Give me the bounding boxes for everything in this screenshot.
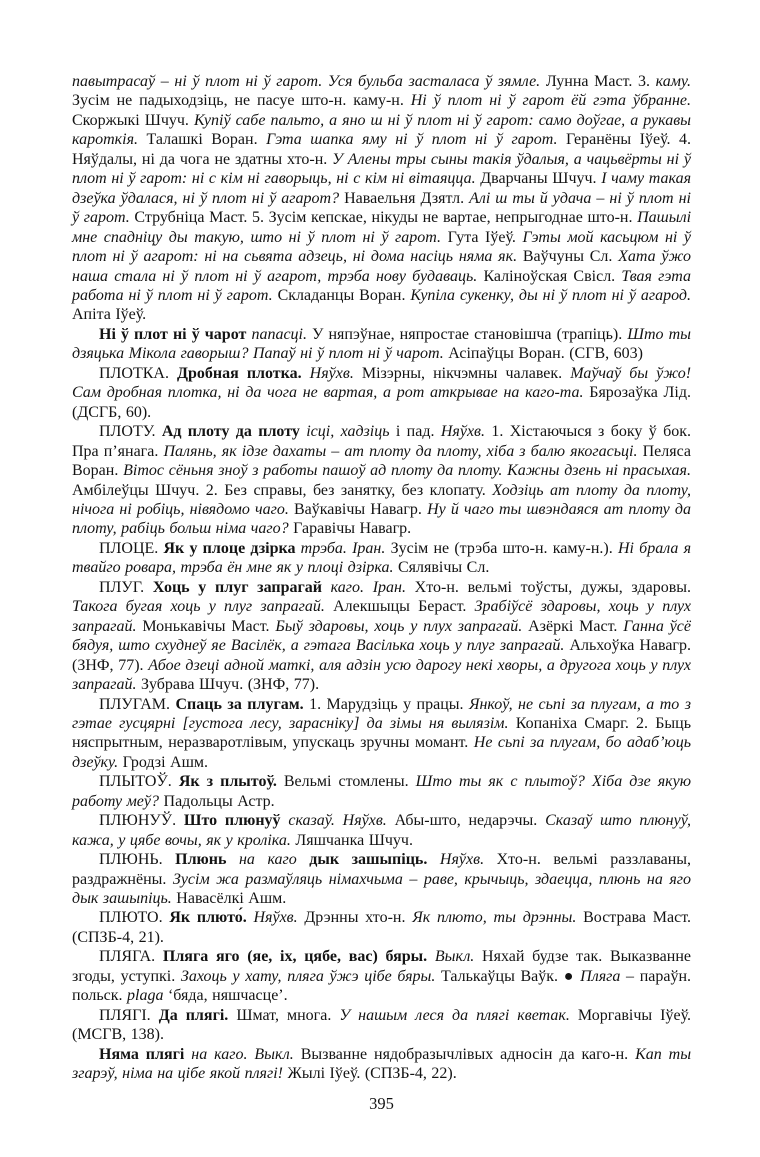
- text-segment: ПЛЮНУЎ.: [99, 812, 184, 830]
- text-segment: Струбніца Маст. 5. Зусім кепскае, нікуды не вартае, непрыгоднае што-н.: [134, 209, 638, 227]
- text-segment: Бярозаўка Лід. (ДСГБ, 60).: [72, 384, 691, 421]
- text-segment: Падольцы Астр.: [163, 792, 275, 810]
- text-segment: каго. Іран.: [330, 578, 415, 596]
- text-segment: У няпэўнае, няпростае становішча (трапіць).: [312, 325, 628, 343]
- dictionary-entry-paragraph: [72, 1006, 691, 1045]
- dictionary-entry-paragraph: [72, 325, 691, 364]
- text-segment: Як з плытоў.: [178, 773, 284, 791]
- text-segment: Ваўчуны Сл.: [522, 248, 619, 266]
- text-segment: Зубрава Шчуч. (ЗНФ, 77).: [140, 676, 320, 694]
- text-segment: Сялявічы Сл.: [398, 559, 490, 577]
- page-number: 395: [369, 1093, 394, 1113]
- dictionary-entry-paragraph: [72, 947, 691, 1005]
- text-segment: сказаў. Няўхв.: [288, 812, 395, 830]
- text-segment: Да плягі.: [158, 1006, 237, 1024]
- text-segment: Як у плоце дзірка: [163, 539, 301, 557]
- text-segment: ПЛУГАМ.: [99, 695, 176, 713]
- text-segment: ‘бяда, няшчасце’.: [167, 987, 288, 1005]
- dictionary-entry-paragraph: [72, 695, 691, 773]
- text-segment: Гродзі Ашм.: [122, 753, 209, 771]
- text-segment: Каліноўская Свісл.: [483, 267, 622, 285]
- dictionary-entry-paragraph: [72, 422, 691, 539]
- text-segment: Зусім не (трэба што-н. каму-н.).: [390, 539, 618, 557]
- text-segment: Няхай будзе так. Выказванне згоды, уступкі.: [72, 948, 691, 985]
- text-segment: Што плюнуў: [183, 812, 289, 830]
- text-segment: Ходзіць ат плоту да плоту, нічога ні робіць, нівядомо чаго.: [72, 481, 692, 518]
- text-segment: Ні ў плот ні ў чарот: [99, 325, 252, 343]
- text-segment: Быў здаровы, хоць у плух запрагай.: [275, 617, 529, 635]
- text-segment: Дробная плотка.: [177, 364, 310, 382]
- text-segment: – параўн. польск.: [72, 967, 692, 1005]
- text-segment: Няма плягі: [99, 1045, 192, 1063]
- text-segment: Не сьпі за плугам, бо адаб’юць дзеўку.: [72, 734, 691, 771]
- text-segment: Ад плоту да плоту: [161, 423, 307, 441]
- text-segment: Хто-н. вельмі тоўсты, дужы, здаровы.: [414, 578, 692, 596]
- text-segment: Ваўкавічы Навагр.: [293, 500, 428, 518]
- text-segment: Геранёны Іўеў. 4. Няўдалы, ні да чога не здатны хто-н.: [72, 131, 692, 168]
- text-segment: Копаніха Смарг. 2. Быць няспрытным, неразваротлівым, упускаць зручны момант.: [72, 714, 692, 752]
- text-segment: Лунна Маст. 3.: [545, 73, 656, 90]
- dictionary-entry-paragraph: [72, 772, 691, 811]
- text-segment: Наваельня Дзятл.: [344, 189, 470, 207]
- text-segment: У нашым леся да плягі кветак.: [339, 1006, 578, 1024]
- text-segment: ПЛОТУ.: [99, 423, 162, 441]
- text-segment: Вельмі стомлены.: [283, 773, 416, 791]
- text-segment: Алі ш ты й удача – ні ў плот ні ў гарот.: [72, 189, 691, 227]
- text-segment: Твая гэта работа ні ў плот ні ў гарот.: [72, 267, 692, 304]
- text-segment: Вострава Маст. (СПЗБ-4, 21).: [72, 909, 692, 946]
- text-segment: Янкоў, не сьпі за плугам, а то з гэтае гусцярні [густога лесу, зарасніку] да зімы ня вылязім.: [72, 695, 692, 732]
- text-segment: Азёркі Маст.: [528, 617, 624, 635]
- text-segment: Альхоўка Навагр. (ЗНФ, 77).: [72, 637, 691, 674]
- text-segment: трэба. Іран.: [300, 539, 391, 557]
- text-segment: Гэты мой касьцюм ні ў плот ні ў агарот: ні на сьвята адзець, ні дома насіць няма як.: [72, 228, 691, 266]
- text-segment: Вызванне нядобразычлівых адносін да каго-н.: [300, 1045, 636, 1063]
- text-segment: Купіў сабе пальто, а яно ш ні ў плот ні ў гарот: само доўгае, а рукавы кароткія.: [72, 111, 691, 149]
- text-segment: папасці.: [251, 325, 313, 343]
- text-block: [72, 72, 691, 1084]
- text-segment: 1. Хістаючыся з боку ў бок. Пра п’янага.: [72, 423, 692, 460]
- text-segment: Няўхв.: [309, 364, 362, 382]
- text-segment: Купіла сукенку, ды ні ў плот ні ў агарод.: [410, 286, 692, 304]
- text-segment: Хоць у плуг запрагай: [152, 578, 331, 596]
- text-segment: Навасёлкі Ашм.: [176, 890, 287, 908]
- text-segment: 1. Марудзіць у працы.: [309, 695, 469, 713]
- text-segment: Сказаў што плюнуў, кажа, у цябе вочы, як у кроліка.: [72, 812, 692, 849]
- dictionary-entry-paragraph: [72, 72, 691, 325]
- text-segment: Монькавічы Маст.: [142, 617, 276, 635]
- text-segment: plaga: [127, 987, 168, 1005]
- text-segment: Амбілеўцы Шчуч. 2. Без справы, без занятку, без клопату.: [72, 481, 493, 499]
- text-segment: Палянь, як ідзе дахаты – ат плоту да плоту, хіба з балю якогасьці.: [163, 442, 643, 460]
- text-segment: ПЛЮТО.: [99, 909, 170, 927]
- text-segment: Алекшыцы Бераст.: [333, 598, 475, 616]
- text-segment: Талашкі Воран.: [146, 131, 267, 149]
- text-segment: Пляга яго (яе, іх, цябе, вас) бяры.: [162, 948, 435, 966]
- text-segment: Ні ў плот ні ў гарот ёй гэта ўбранне.: [410, 92, 692, 110]
- text-segment: Ганна ўсё бядуя, што схуднеў яе Васілёк, а гэтага Васілька хоць у плуг запрагай.: [72, 617, 691, 655]
- text-segment: ПЛОТКА.: [99, 364, 177, 382]
- text-segment: Моргавічы Іўеў. (МСГВ, 138).: [72, 1006, 691, 1044]
- dictionary-entry-paragraph: [72, 908, 691, 947]
- text-segment: на каго: [238, 851, 310, 869]
- text-segment: на каго. Выкл.: [191, 1045, 301, 1063]
- dictionary-entry-paragraph: [72, 364, 691, 422]
- text-segment: Зусім жа размаўляць німахчыма – раве, крычыць, здаецца, плюнь на яго дык зашыпіць.: [72, 870, 691, 908]
- text-segment: Кап ты згарэў, німа на цібе якой плягі!: [72, 1045, 692, 1083]
- text-segment: павытрасаў – ні ў плот ні ў гарот. Уся бульба засталаса ў зямле.: [72, 73, 546, 90]
- text-segment: ПЛЯГА.: [99, 948, 163, 966]
- text-segment: ПЛЮНЬ.: [99, 851, 176, 869]
- dictionary-entry-paragraph: [72, 850, 691, 908]
- text-segment: Абы-што, недарэчы.: [394, 812, 546, 830]
- text-segment: ПЛЯГІ.: [99, 1006, 159, 1024]
- text-segment: Што ты дзяцька Мікола гаворыш? Папаў ні ў плот ні ў чарот.: [72, 325, 692, 363]
- text-segment: ПЛЫТОЎ.: [99, 773, 179, 791]
- text-segment: каму.: [655, 73, 691, 90]
- text-segment: Няўхв.: [439, 851, 497, 869]
- dictionary-entry-paragraph: [72, 1045, 691, 1084]
- text-segment: Як плюто́.: [169, 909, 254, 927]
- text-segment: Пеляса Воран.: [72, 442, 691, 480]
- text-segment: Зусім не падыходзіць, не пасуе што-н. каму-н.: [72, 92, 411, 110]
- text-segment: Спаць за плугам.: [175, 695, 310, 713]
- text-segment: Дварчаны Шчуч.: [480, 170, 602, 188]
- text-segment: Захоць у хату, пляга ўжэ цібе бяры.: [180, 967, 442, 985]
- text-segment: Няўхв.: [440, 423, 492, 441]
- text-segment: Апіта Іўеў.: [72, 306, 147, 324]
- text-segment: Маўчаў бы ўжо! Сам дробная плотка, ні да чога не вартая, а рот аткрывае на каго-та.: [72, 364, 692, 402]
- text-segment: ПЛУГ.: [99, 578, 153, 596]
- text-segment: і пад.: [395, 423, 441, 441]
- text-segment: Асіпаўцы Воран. (СГВ, 603): [448, 345, 643, 363]
- text-segment: ісці, хадзіць: [306, 423, 396, 441]
- text-segment: Такога бугая хоць у плуг запрагай.: [72, 598, 334, 616]
- text-segment: У Алены тры сыны такія ўдалыя, а чацьвёрты ні ў плот ні ў гарот: ні с кім ні гаворыць, ні с кім ні вітаяцца.: [72, 150, 692, 188]
- dictionary-entry-paragraph: [72, 539, 691, 578]
- text-segment: Як плюто, ты дрэнны.: [412, 909, 584, 927]
- text-segment: Абое дзеці адной маткі, аля адзін усю дарогу некі хворы, а другога хоць у плух запрагай.: [72, 656, 691, 694]
- text-segment: Складанцы Воран.: [277, 286, 411, 304]
- text-segment: Ляшчанка Шчуч.: [295, 831, 413, 849]
- text-segment: Гута Іўеў.: [447, 228, 523, 246]
- dictionary-entry-paragraph: [72, 578, 691, 695]
- text-segment: Шмат, многа.: [236, 1006, 340, 1024]
- text-segment: І чаму такая дзеўка ўдалася, ні ў плот ні ў агарот?: [72, 170, 692, 207]
- text-segment: Выкл.: [434, 948, 483, 966]
- text-segment: Няўхв.: [253, 909, 305, 927]
- text-segment: Мізэрны, нікчэмны чалавек.: [361, 364, 571, 382]
- text-segment: дык зашыпіць.: [309, 851, 440, 869]
- text-segment: Хто-н. вельмі раззлаваны, раздражнёны.: [72, 851, 692, 888]
- text-segment: Плюнь: [175, 851, 239, 869]
- text-segment: Пашылі мне спадніцу ды такую, што ні ў плот ні ў гарот.: [72, 209, 692, 246]
- text-segment: Што ты як с плытоў? Хіба дзе якую работу меў?: [72, 773, 692, 810]
- text-segment: Жылі Іўеў. (СПЗБ-4, 22).: [287, 1065, 457, 1083]
- text-segment: Ну й чаго ты швэндаяся ат плоту да плоту, рабіць больш німа чаго?: [72, 500, 692, 538]
- text-segment: Скоржыкі Шчуч.: [72, 111, 194, 129]
- text-segment: Гэта шапка яму ні ў плот ні ў гарот.: [266, 131, 566, 149]
- text-segment: Вітос сёньня зноў з работы пашоў ад плоту да плоту. Кажны дзень ні прасыхая.: [123, 462, 691, 480]
- text-segment: Дрэнны хто-н.: [304, 909, 413, 927]
- dictionary-entry-paragraph: [72, 811, 691, 850]
- text-segment: Гаравічы Навагр.: [293, 520, 412, 538]
- text-segment: Зрабіўсё здаровы, хоць у плух запрагай.: [72, 598, 691, 635]
- text-segment: Пляга: [580, 967, 627, 985]
- text-segment: Талькаўцы Ваўк. ●: [441, 967, 581, 985]
- text-segment: Ні брала я твайго ровара, трэба ён мне як у плоці дзірка.: [72, 539, 692, 577]
- text-segment: ПЛОЦЕ.: [99, 539, 164, 557]
- text-segment: Хата ўжо наша стала ні ў плот ні ў агарот, трэба нову будаваць.: [72, 248, 692, 285]
